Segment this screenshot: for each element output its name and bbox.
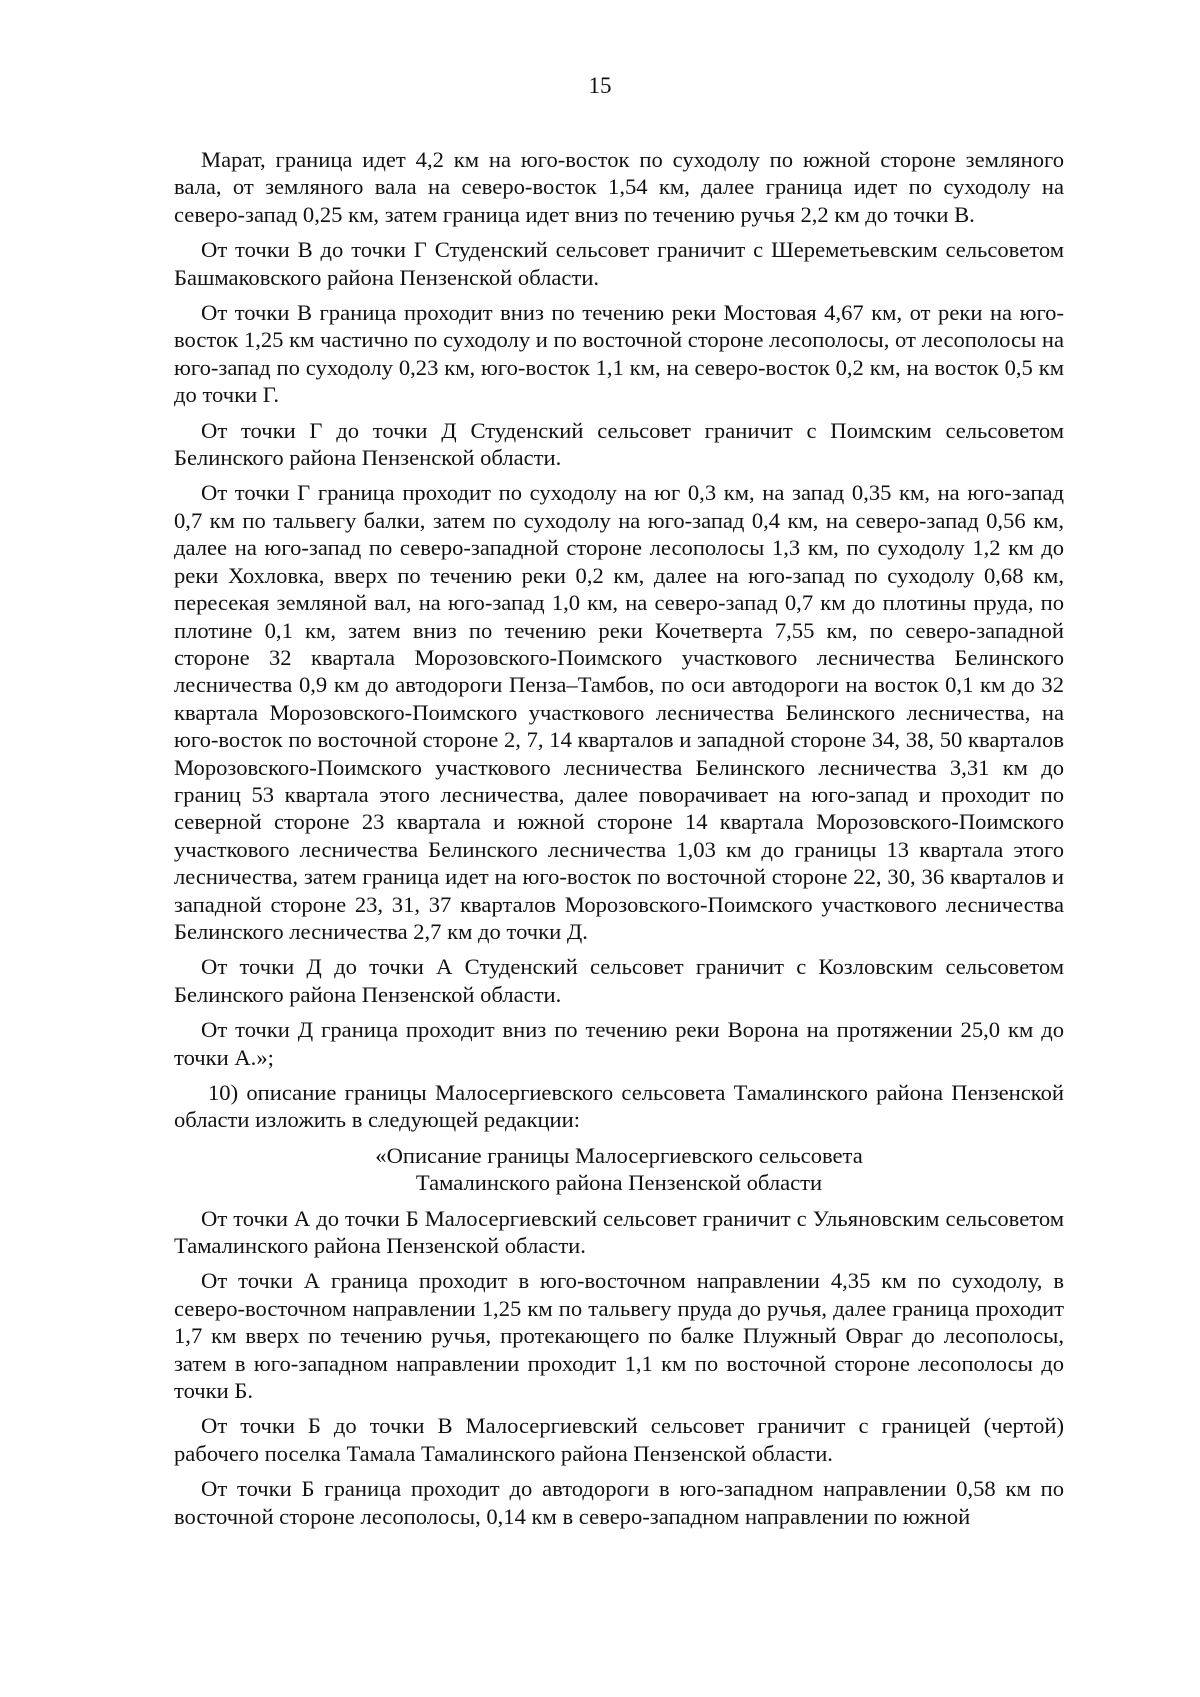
- paragraph: От точки А граница проходит в юго-восточном направлении 4,35 км по суходолу, в северо-восточном направлении 1,25 км по тальвегу пруда до ручья, далее граница проходит 1,7 км вверх по течению ручья, протекающего по балке Плужный Овраг до лесополосы, затем в юго-западном направлении проходит 1,1 км по восточной стороне лесополосы до точки Б.: [174, 1268, 1064, 1404]
- paragraph: От точки А до точки Б Малосергиевский сельсовет граничит с Ульяновским сельсоветом Тамалинского района Пензенской области.: [174, 1205, 1064, 1259]
- document-body: [174, 146, 1064, 1538]
- paragraph: От точки Б до точки В Малосергиевский сельсовет граничит с границей (чертой) рабочего поселка Тамала Тамалинского района Пензенской области.: [174, 1413, 1064, 1466]
- paragraph: От точки Д граница проходит вниз по течению реки Ворона на протяжении 25,0 км до точки А.»;: [174, 1017, 1064, 1070]
- paragraph: От точки Г граница проходит по суходолу на юг 0,3 км, на запад 0,35 км, на юго-запад 0,7 км по тальвегу балки, затем по суходолу на юго-запад 0,4 км, на северо-запад 0,56 км, далее на юго-запад по северо-западной стороне лесополосы 1,3 км, по суходолу 1,2 км до реки Хохловка, вверх по течению реки 0,2 км, далее на юго-запад по суходолу 0,68 км, пересекая земляной вал, на юго-запад 1,0 км, на северо-запад 0,7 км до плотины пруда, по плотине 0,1 км, затем вниз по течению реки Кочетверта 7,55 км, по северо-западной стороне 32 квартала Морозовского-Поимского участкового лесничества Белинского лесничества 0,9 км до автодороги Пенза–Тамбов, по оси автодороги на восток 0,1 км до 32 квартала Морозовского-Поимского участкового лесничества Белинского лесничества, на юго-восток по восточной стороне 2, 7, 14 кварталов и западной стороне 34, 38, 50 кварталов Морозовского-Поимского участкового лесничества Белинского лесничества 3,31 км до границ 53 квартала этого лесничества, далее поворачивает на юго-запад и проходит по северной стороне 23 квартала и южной стороне 14 квартала Морозовского-Поимского участкового лесничества Белинского лесничества 1,03 км до границы 13 квартала этого лесничества, затем граница идет на юго-восток по восточной стороне 22, 30, 36 кварталов и западной стороне 23, 31, 37 кварталов Морозовского-Поимского участкового лесничества Белинского лесничества 2,7 км до точки Д.: [174, 480, 1064, 944]
- section-title: [174, 1142, 1064, 1197]
- paragraph: От точки В граница проходит вниз по течению реки Мостовая 4,67 км, от реки на юго-восток 1,25 км частично по суходолу и по восточной стороне лесополосы, от лесополосы на юго-запад по суходолу 0,23 км, юго-восток 1,1 км, на северо-восток 0,2 км, на восток 0,5 км до точки Г.: [174, 300, 1064, 408]
- section-title-line-1: «Описание границы Малосергиевского сельсовета: [375, 1142, 863, 1168]
- paragraph: От точки В до точки Г Студенский сельсовет граничит с Шереметьевским сельсоветом Башмаковского района Пензенской области.: [174, 237, 1064, 290]
- paragraph: От точки Б граница проходит до автодороги в юго-западном направлении 0,58 км по восточной стороне лесополосы, 0,14 км в северо-западном направлении по южной: [174, 1476, 1064, 1529]
- paragraph: Марат, граница идет 4,2 км на юго-восток по суходолу по южной стороне земляного вала, от земляного вала на северо-восток 1,54 км, далее граница идет по суходолу на северо-запад 0,25 км, затем граница идет вниз по течению ручья 2,2 км до точки В.: [174, 147, 1064, 227]
- paragraph: От точки Д до точки А Студенский сельсовет граничит с Козловским сельсоветом Белинского района Пензенской области.: [174, 954, 1064, 1007]
- list-item-10: 10) описание границы Малосергиевского сельсовета Тамалинского района Пензенской области изложить в следующей редакции:: [174, 1080, 1064, 1133]
- section-title-line-2: Тамалинского района Пензенской области: [415, 1170, 823, 1196]
- page-number: 15: [588, 73, 612, 98]
- paragraph: От точки Г до точки Д Студенский сельсовет граничит с Поимским сельсоветом Белинского района Пензенской области.: [174, 417, 1064, 471]
